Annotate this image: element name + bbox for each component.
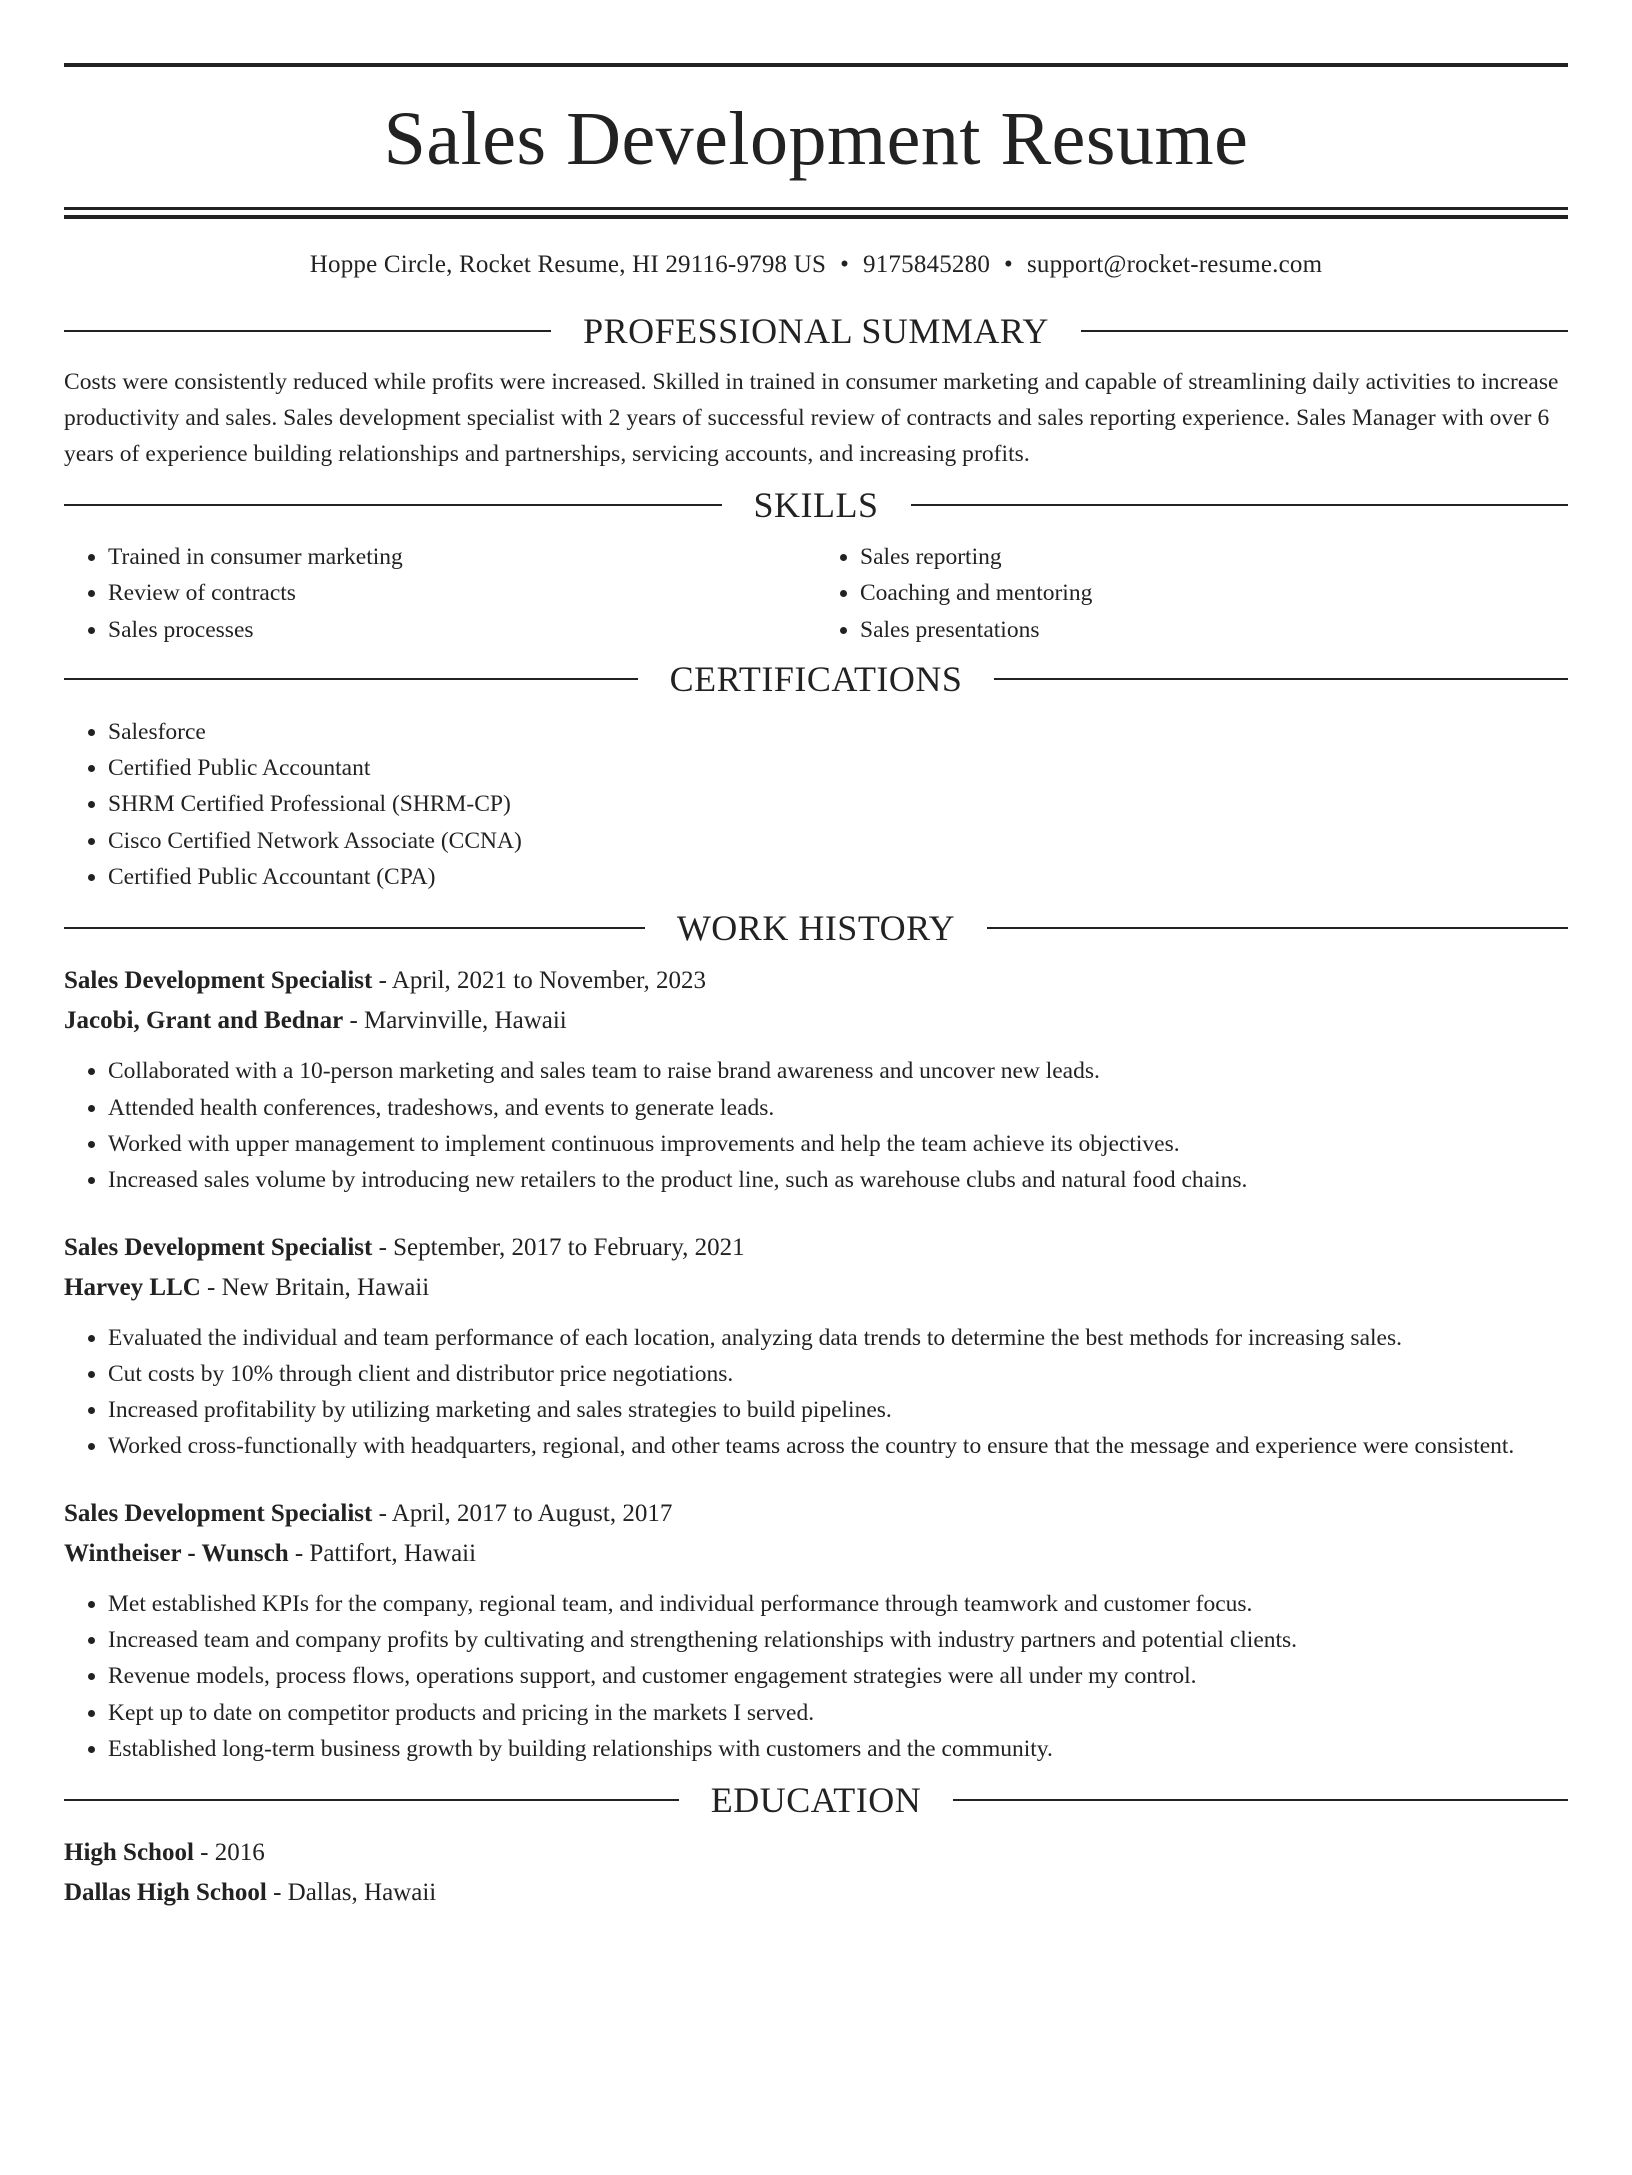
education-school: Dallas High School (64, 1879, 267, 1907)
skill-item: • Trained in consumer marketing (108, 539, 816, 575)
skill-item: • Coaching and mentoring (860, 575, 1568, 611)
contact-separator: • (1004, 251, 1013, 278)
section-rule (1081, 330, 1568, 332)
job-bullet: • Collaborated with a 10-person marketing and sales team to raise brand awareness and uncover new leads. (108, 1053, 1568, 1089)
job-company: Jacobi, Grant and Bednar (64, 1007, 344, 1035)
skills-right-list (816, 539, 1568, 648)
education-location: - Dallas, Hawaii (266, 1879, 437, 1907)
job-company: Harvey LLC (64, 1273, 201, 1301)
summary-text: Costs were consistently reduced while profits were increased. Skilled in trained in consumer marketing and capable of streamlining daily activities to increase productivity and sales. Sales development specialist with 2 years of successful review of contracts and sales reporting experience. Sales Manager with over 6 years of experience building relationships and partnerships, servicing accounts, and increasing profits. (64, 369, 1559, 467)
education-degree: High School (64, 1839, 194, 1867)
job-bullet: • Increased team and company profits by cultivating and strengthening relationships with industry partners and potential clients. (108, 1622, 1568, 1658)
certification-item: • SHRM Certified Professional (SHRM-CP) (108, 786, 1568, 822)
job-bullet: • Established long-term business growth by building relationships with customers and the community. (108, 1731, 1568, 1767)
job-bullet: • Worked cross-functionally with headquarters, regional, and other teams across the country to ensure that the message and experience were consistent. (108, 1428, 1568, 1464)
job-bullets (64, 1586, 1568, 1767)
job-title-line (64, 1494, 1568, 1534)
job-entry (64, 1494, 1568, 1767)
job-bullet: • Evaluated the individual and team performance of each location, analyzing data trends to determine the best methods for increasing sales. (108, 1320, 1568, 1356)
contact-phone: 9175845280 (863, 251, 991, 278)
certification-item: • Cisco Certified Network Associate (CCNA) (108, 823, 1568, 859)
job-bullet: • Kept up to date on competitor products and pricing in the markets I served. (108, 1695, 1568, 1731)
job-bullet: • Increased sales volume by introducing new retailers to the product line, such as warehouse clubs and natural food chains. (108, 1162, 1568, 1198)
job-company-line (64, 1534, 1568, 1574)
job-company: Wintheiser - Wunsch (64, 1539, 289, 1567)
job-title-line (64, 1228, 1568, 1268)
certification-item: • Certified Public Accountant (CPA) (108, 859, 1568, 895)
section-rule (911, 504, 1569, 506)
section-rule (64, 1799, 679, 1801)
resume-title: Sales Development Resume (383, 97, 1249, 181)
job-bullet: • Cut costs by 10% through client and distributor price negotiations. (108, 1356, 1568, 1392)
job-bullets (64, 1320, 1568, 1465)
contact-address: Hoppe Circle, Rocket Resume, HI 29116-9798 US (309, 251, 827, 278)
title-double-rule (64, 207, 1568, 219)
work-section-header (64, 907, 1568, 949)
work-heading: WORK HISTORY (676, 908, 956, 949)
section-rule (64, 927, 645, 929)
education-section-header (64, 1779, 1568, 1821)
job-bullet: • Attended health conferences, tradeshows, and events to generate leads. (108, 1090, 1568, 1126)
certifications-list (64, 714, 1568, 895)
job-entry (64, 1228, 1568, 1465)
job-title-line (64, 961, 1568, 1001)
top-rule (64, 63, 1568, 67)
skills-left-list (64, 539, 816, 648)
job-location: - Marvinville, Hawaii (343, 1007, 567, 1035)
section-rule (987, 927, 1568, 929)
section-rule (994, 678, 1568, 680)
job-location: - Pattifort, Hawaii (288, 1539, 477, 1567)
skills-columns (64, 539, 1568, 648)
job-location: - New Britain, Hawaii (200, 1273, 430, 1301)
job-dates: - September, 2017 to February, 2021 (372, 1233, 745, 1261)
skill-item: • Sales reporting (860, 539, 1568, 575)
certifications-section-header (64, 658, 1568, 700)
education-school-line (64, 1873, 1568, 1913)
section-rule (953, 1799, 1568, 1801)
section-rule (64, 504, 722, 506)
job-title: Sales Development Specialist (64, 1233, 373, 1261)
education-heading: EDUCATION (710, 1780, 922, 1821)
section-rule (64, 330, 551, 332)
skill-item: • Sales processes (108, 612, 816, 648)
contact-separator: • (840, 251, 850, 278)
certification-item: • Salesforce (108, 714, 1568, 750)
skills-section-header (64, 484, 1568, 526)
resume-page (0, 63, 1632, 2175)
job-bullet: • Revenue models, process flows, operations support, and customer engagement strategies were all under my control. (108, 1658, 1568, 1694)
job-dates: - April, 2021 to November, 2023 (372, 967, 707, 995)
job-bullet: • Met established KPIs for the company, regional team, and individual performance through teamwork and customer focus. (108, 1586, 1568, 1622)
job-company-line (64, 1268, 1568, 1308)
job-title: Sales Development Specialist (64, 967, 373, 995)
education-entry (64, 1833, 1568, 1913)
job-bullets (64, 1053, 1568, 1198)
contact-line (64, 250, 1568, 280)
job-dates: - April, 2017 to August, 2017 (372, 1499, 673, 1527)
job-bullet: • Worked with upper management to implement continuous improvements and help the team achieve its objectives. (108, 1126, 1568, 1162)
job-entry (64, 961, 1568, 1198)
summary-heading: PROFESSIONAL SUMMARY (583, 311, 1049, 351)
skill-item: • Review of contracts (108, 575, 816, 611)
contact-email: support@rocket-resume.com (1026, 251, 1323, 278)
certification-item: • Certified Public Accountant (108, 750, 1568, 786)
job-company-line (64, 1001, 1568, 1041)
skill-item: • Sales presentations (860, 612, 1568, 648)
education-degree-line (64, 1833, 1568, 1873)
job-bullet: • Increased profitability by utilizing marketing and sales strategies to build pipelines. (108, 1392, 1568, 1428)
certifications-heading: CERTIFICATIONS (669, 658, 963, 699)
section-rule (64, 678, 638, 680)
skills-heading: SKILLS (753, 485, 879, 525)
job-title: Sales Development Specialist (64, 1499, 373, 1527)
education-year: - 2016 (193, 1839, 265, 1867)
summary-section-header (64, 310, 1568, 352)
